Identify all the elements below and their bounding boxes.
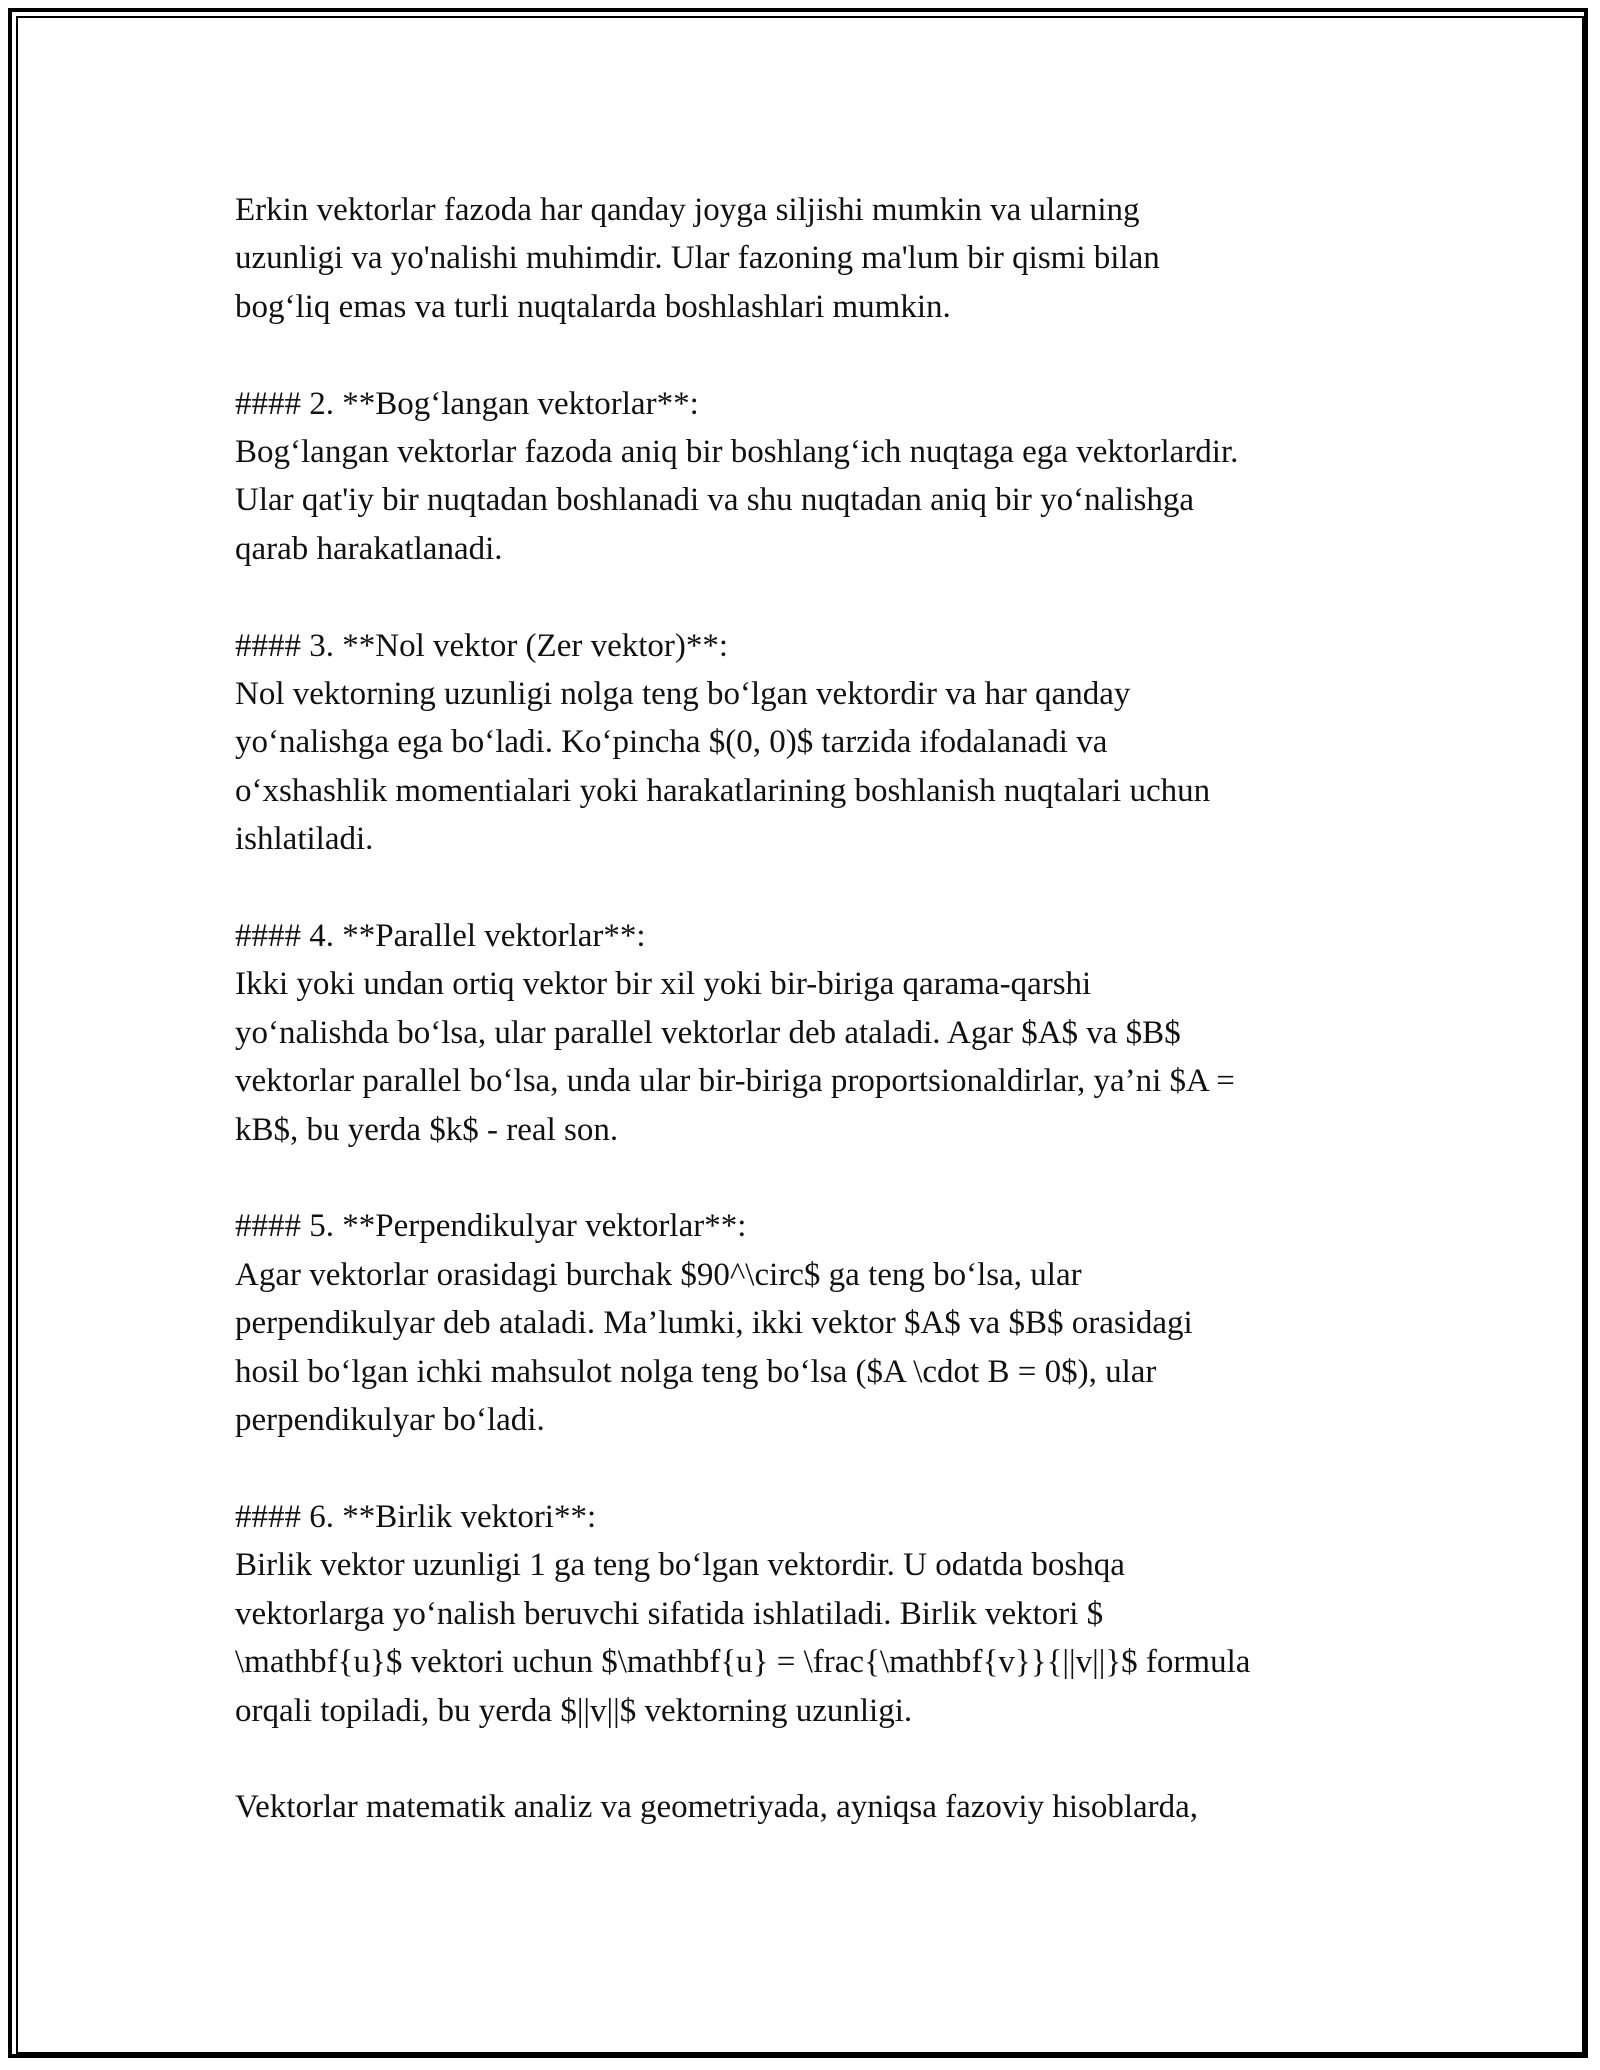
section-heading: #### 2. **Bog‘langan vektorlar**: [235,385,699,422]
document-body [235,186,1375,1880]
section-heading: #### 4. **Parallel vektorlar**: [235,918,646,955]
text-line: uzunligi va yo'nalishi muhimdir. Ular fazoning ma'lum bir qismi bilan [235,240,1160,277]
text-line: perpendikulyar deb ataladi. Ma’lumki, ikki vektor $A$ va $B$ orasidagi [235,1305,1193,1342]
section-nol-vektor [235,622,1375,864]
paragraph-erkin-vektorlar [235,186,1375,331]
text-line: Birlik vektor uzunligi 1 ga teng bo‘lgan vektordir. U odatda boshqa [235,1547,1125,1584]
text-line: qarab harakatlanadi. [235,530,503,567]
text-line: hosil bo‘lgan ichki mahsulot nolga teng bo‘lsa ($A \cdot B = 0$), ular [235,1353,1157,1390]
text-line: orqali topiladi, bu yerda $||v||$ vektorning uzunligi. [235,1692,913,1729]
section-heading: #### 6. **Birlik vektori**: [235,1498,597,1535]
text-line: Nol vektorning uzunligi nolga teng bo‘lgan vektordir va har qanday [235,676,1131,713]
text-line: yo‘nalishda bo‘lsa, ular parallel vektorlar deb ataladi. Agar $A$ va $B$ [235,1014,1181,1051]
text-line: Agar vektorlar orasidagi burchak $90^\circ$ ga teng bo‘lsa, ular [235,1256,1082,1293]
text-line: \mathbf{u}$ vektori uchun $\mathbf{u} = \frac{\mathbf{v}}{||v||}$ formula [235,1644,1251,1681]
section-perpendikulyar-vektorlar [235,1202,1375,1444]
section-parallel-vektorlar [235,912,1375,1154]
section-heading: #### 3. **Nol vektor (Zer vektor)**: [235,627,729,664]
section-birlik-vektori [235,1493,1375,1735]
text-line: Erkin vektorlar fazoda har qanday joyga siljishi mumkin va ularning [235,192,1140,228]
text-line: Vektorlar matematik analiz va geometriyada, ayniqsa fazoviy hisoblarda, [235,1789,1199,1826]
text-line: bog‘liq emas va turli nuqtalarda boshlashlari mumkin. [235,288,951,325]
section-boglangan-vektorlar [235,380,1375,574]
section-heading: #### 5. **Perpendikulyar vektorlar**: [235,1208,747,1245]
text-line: ishlatiladi. [235,821,374,858]
text-line: yo‘nalishga ega bo‘ladi. Ko‘pincha $(0, 0)$ tarzida ifodalanadi va [235,724,1108,761]
text-line: perpendikulyar bo‘ladi. [235,1402,545,1439]
text-line: o‘xshashlik momentialari yoki harakatlarining boshlanish nuqtalari uchun [235,772,1211,809]
text-line: vektorlarga yo‘nalish beruvchi sifatida ishlatiladi. Birlik vektori $ [235,1595,1104,1632]
text-line: Ular qat'iy bir nuqtadan boshlanadi va shu nuqtadan aniq bir yo‘nalishga [235,482,1195,519]
text-line: Ikki yoki undan ortiq vektor bir xil yoki bir-biriga qarama-qarshi [235,966,1092,1003]
paragraph-closing [235,1783,1375,1831]
text-line: kB$, bu yerda $k$ - real son. [235,1111,619,1148]
text-line: vektorlar parallel bo‘lsa, unda ular bir-biriga proportsionaldirlar, ya’ni $A = [235,1063,1235,1100]
text-line: Bog‘langan vektorlar fazoda aniq bir boshlang‘ich nuqtaga ega vektorlardir. [235,434,1239,471]
